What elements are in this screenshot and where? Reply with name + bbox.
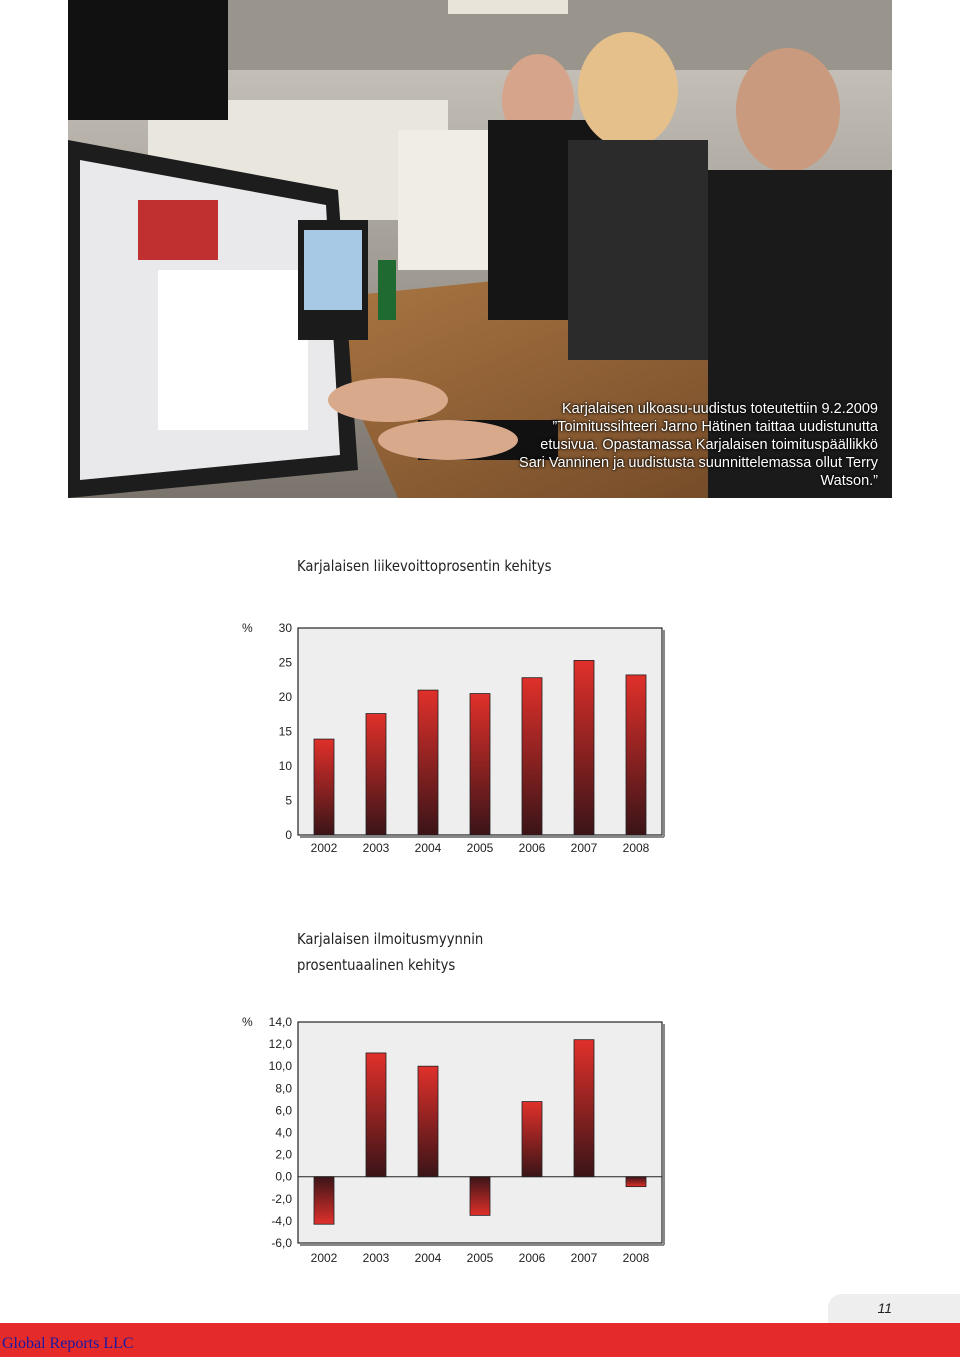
chart2-ytick-label: 8,0 [275, 1081, 292, 1096]
page-number-tab [828, 1294, 960, 1323]
chart2-unit-label: % [242, 1015, 253, 1029]
chart2-ytick-label: 4,0 [275, 1125, 292, 1140]
chart1-bar-2003 [366, 714, 386, 835]
page-number: 11 [877, 1300, 892, 1316]
chart1-xtick-label: 2008 [622, 841, 650, 855]
chart2-bar-2005 [470, 1177, 490, 1216]
chart1-ytick-label: 15 [278, 724, 292, 739]
chart1-ytick-label: 20 [278, 690, 292, 704]
chart1-bar-2005 [470, 694, 490, 835]
chart2-title-line2: prosentuaalinen kehitys [297, 956, 456, 974]
chart1-ytick-label: 10 [278, 759, 292, 773]
chart2-bar-2006 [522, 1102, 542, 1177]
chart2-title-line1: Karjalaisen ilmoitusmyynnin [297, 930, 484, 948]
chart2-bar-2003 [366, 1053, 386, 1177]
chart1-title: Karjalaisen liikevoittoprosentin kehitys [297, 557, 552, 575]
chart1-xtick-label: 2003 [362, 841, 390, 855]
chart1-ytick-label: 25 [278, 655, 292, 670]
chart1-ytick-label: 30 [278, 621, 292, 635]
chart2-bar-2004 [418, 1066, 438, 1177]
photo-caption: Karjalaisen ulkoasu-uudistus toteutettiin 9.2.2009 ”Toimitussihteeri Jarno Hätinen taittaa uudistunutta etusivua. Opastamassa Karjalaisen toimituspäällikkö Sari Vanninen ja uudistusta suunnittelemassa ollut Terry Watson.” [519, 401, 878, 489]
chart2-ytick-label: 10,0 [268, 1059, 292, 1074]
chart2-bar-2008 [626, 1177, 646, 1187]
chart2-ytick-label: 2,0 [275, 1147, 292, 1162]
footer-bar [0, 1323, 960, 1357]
chart2-xtick-label: 2005 [466, 1251, 494, 1265]
chart2-ad-sales-change [242, 1015, 664, 1265]
chart1-xtick-label: 2004 [414, 841, 442, 855]
chart2-ytick-label: 12,0 [268, 1037, 292, 1052]
chart2-xtick-label: 2004 [414, 1251, 442, 1265]
chart2-bar-2007 [574, 1040, 594, 1177]
chart1-bar-2004 [418, 690, 438, 835]
chart1-bar-2007 [574, 660, 594, 835]
chart2-xtick-label: 2008 [622, 1251, 650, 1265]
chart1-bar-2002 [314, 739, 334, 835]
chart1-xtick-label: 2002 [310, 841, 338, 855]
chart2-ytick-label: 0,0 [275, 1169, 292, 1184]
chart1-xtick-label: 2006 [518, 841, 546, 855]
chart2-ytick-label: 6,0 [275, 1103, 292, 1118]
chart1-xtick-label: 2005 [466, 841, 494, 855]
chart2-xtick-label: 2002 [310, 1251, 338, 1265]
chart1-unit-label: % [242, 621, 253, 635]
chart2-ytick-label: -2,0 [271, 1191, 292, 1206]
chart2-xtick-label: 2006 [518, 1251, 546, 1265]
chart1-xtick-label: 2007 [570, 841, 598, 855]
chart2-ytick-label: -6,0 [271, 1236, 292, 1250]
chart2-xtick-label: 2003 [362, 1251, 390, 1265]
footer-company: Global Reports LLC [2, 1335, 134, 1352]
chart1-bar-2008 [626, 675, 646, 835]
chart1-profit-percentage [242, 621, 664, 855]
chart2-ytick-label: -4,0 [271, 1213, 292, 1228]
chart1-bar-2006 [522, 678, 542, 835]
chart1-ytick-label: 0 [285, 828, 292, 842]
chart2-xtick-label: 2007 [570, 1251, 598, 1265]
chart2-bar-2002 [314, 1177, 334, 1225]
chart1-ytick-label: 5 [285, 793, 292, 808]
chart2-ytick-label: 14,0 [268, 1015, 292, 1029]
